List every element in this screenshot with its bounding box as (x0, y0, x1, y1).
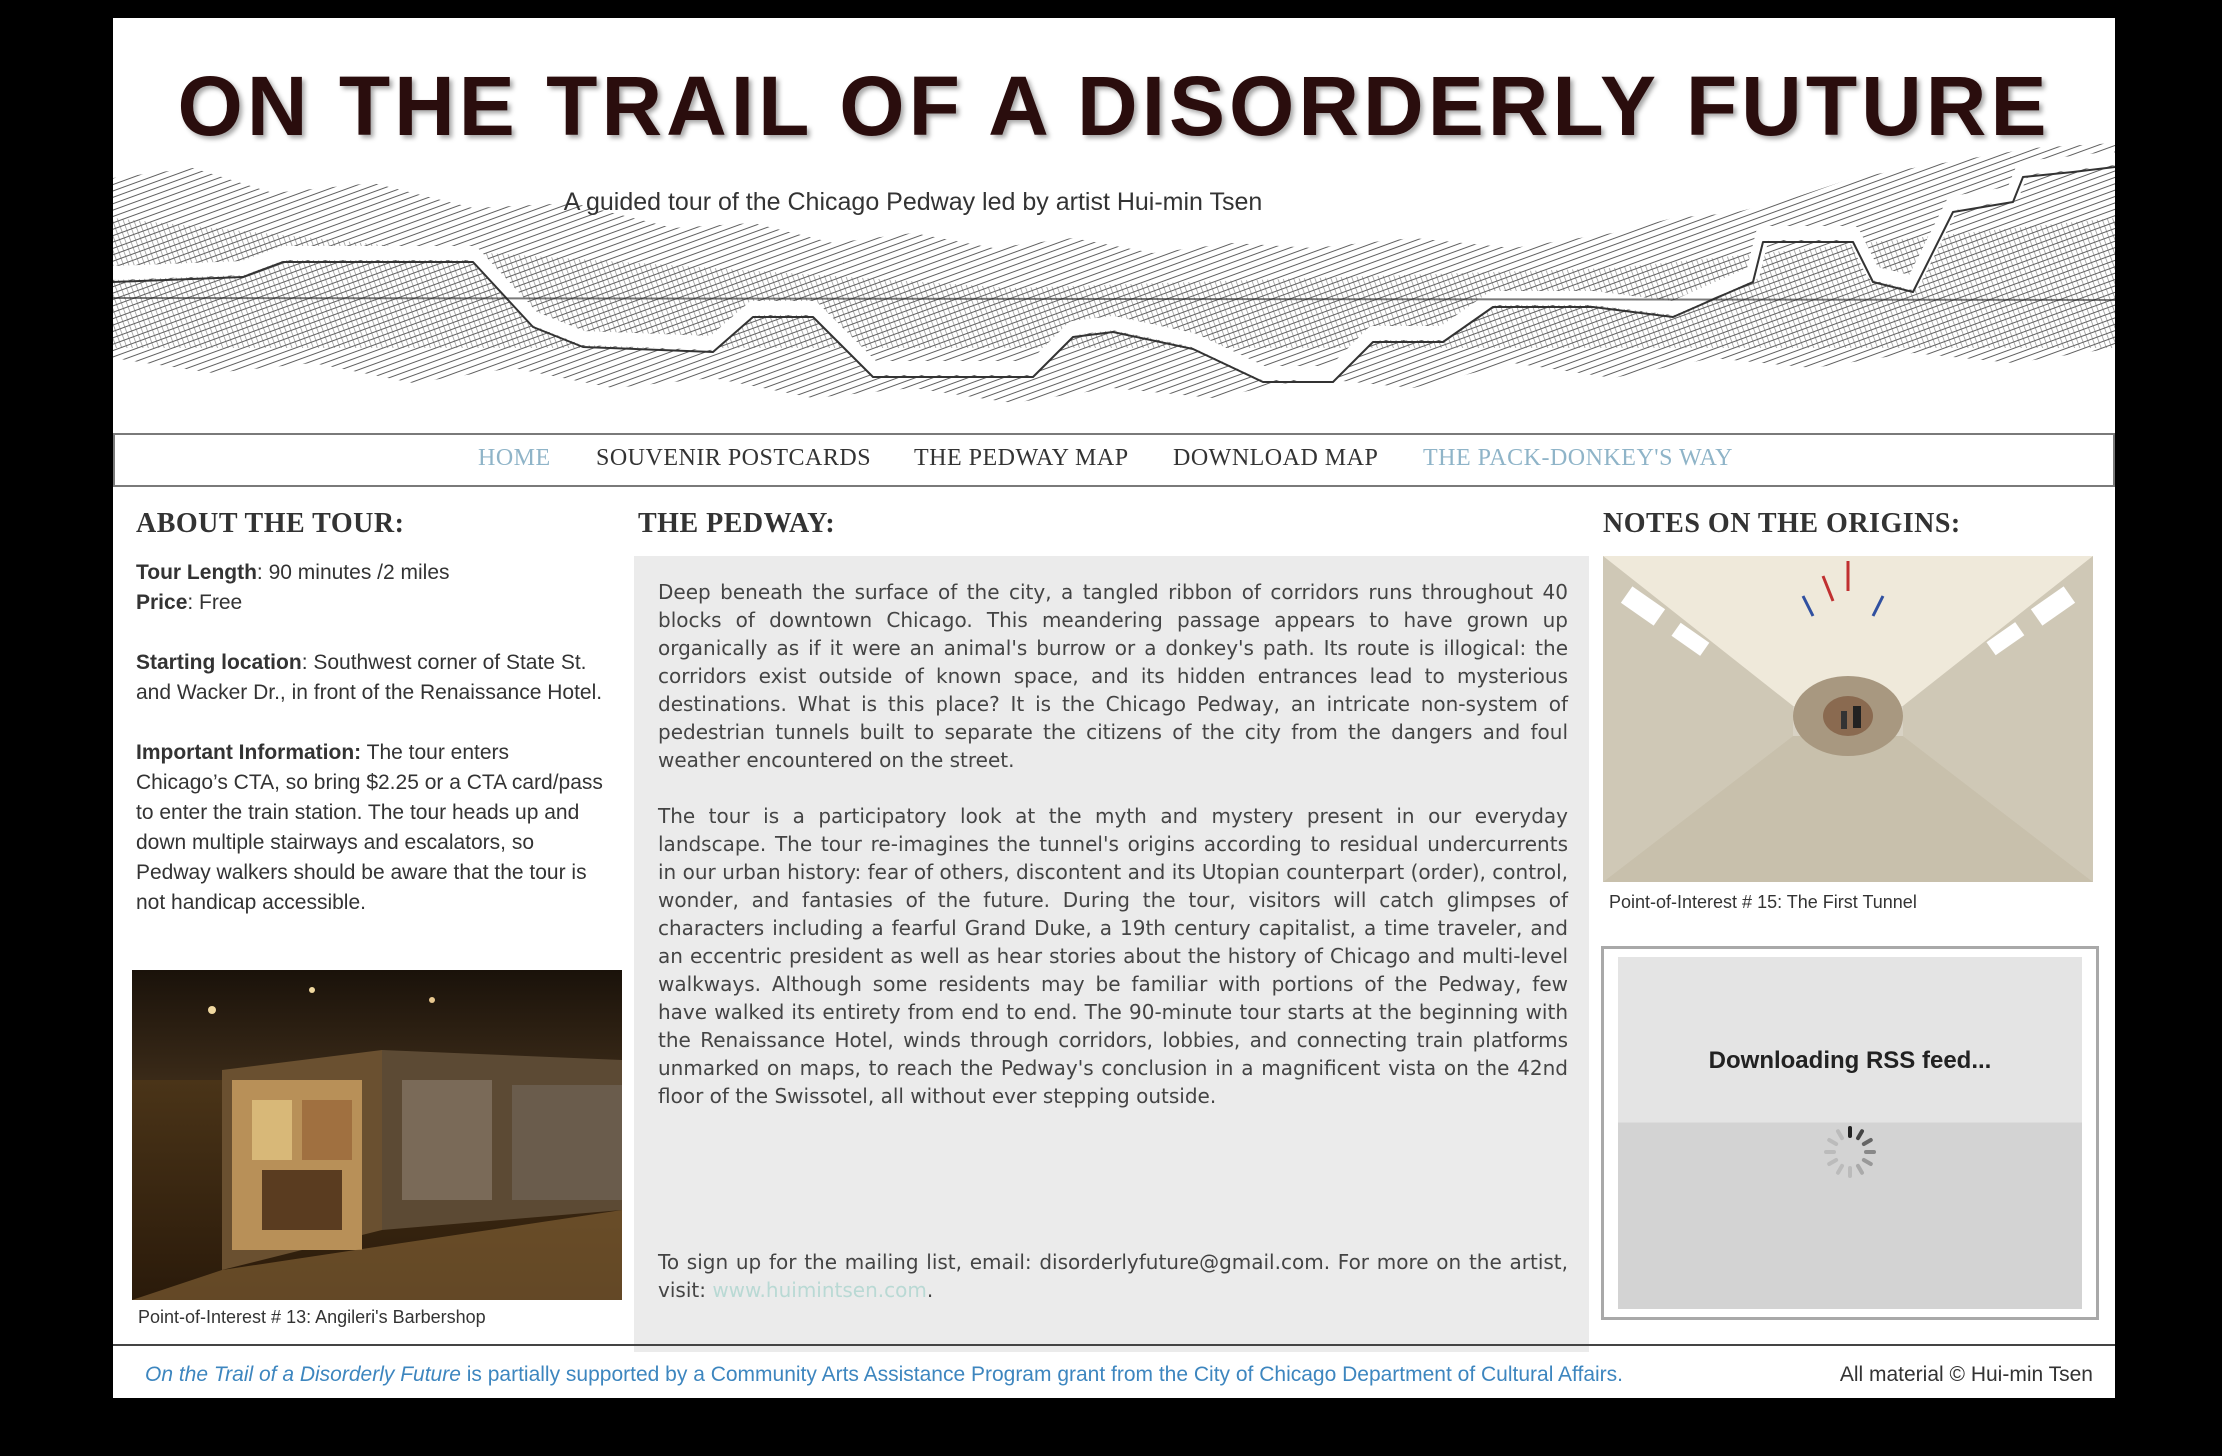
nav-pedway-map[interactable]: THE PEDWAY MAP (914, 445, 1129, 471)
about-heading: ABOUT THE TOUR: (136, 508, 405, 539)
rss-loading-text: Downloading RSS feed... (1708, 1047, 1992, 1074)
pedway-heading: THE PEDWAY: (638, 508, 836, 539)
mailing-list-signup: To sign up for the mailing list, email: disorderlyfuture@gmail.com. For more on the artist, visit: www.huimintsen.com. (658, 1250, 1568, 1302)
footer-copyright: All material © Hui-min Tsen (1839, 1363, 2093, 1386)
nav-pack-donkeys-way[interactable]: THE PACK-DONKEY'S WAY (1423, 445, 1733, 471)
pedway-description (658, 578, 1568, 1138)
site-title: ON THE TRAIL OF A DISORDERLY FUTURE (177, 59, 2051, 153)
nav-souvenir-postcards[interactable]: SOUVENIR POSTCARDS (596, 445, 872, 471)
footer-tour-title[interactable]: On the Trail of a Disorderly Future (145, 1363, 461, 1386)
important-information: Important Information: The tour enters Chicago’s CTA, so bring $2.25 or a CTA card/pass to enter the train station. The tour heads up and down multiple stairways and escalators, so Pedway walkers should be aware that the tour is not handicap accessible. (136, 741, 603, 914)
nav-download-map[interactable]: DOWNLOAD MAP (1173, 445, 1379, 471)
footer-support-link[interactable]: is partially supported by a Community Arts Assistance Program grant from the City of Chicago Department of Cultural Affairs. (460, 1363, 1624, 1386)
barbershop-caption: Point-of-Interest # 13: Angileri's Barbershop (138, 1307, 486, 1327)
about-details (136, 558, 606, 948)
main-nav (113, 433, 2115, 487)
notes-heading: NOTES ON THE ORIGINS: (1603, 508, 1961, 539)
pedway-paragraph-2: The tour is a participatory look at the myth and mystery present in our everyday landscape. The tour re-imagines the tunnel's origins according to residual undercurrents in our urban history: fear of others, discontent and its Utopian counterpart (order), control, wonder, and fantasies of the future. During the tour, visitors will catch glimpses of characters including a fearful Grand Duke, a 19th century capitalist, a time traveler, and an eccentric president as well as hear stories about the history of Chicago and multi-level walkways. Although some residents may be familiar with portions of the Pedway, few have walked its entirety from end to end. The 90-minute tour starts at the beginning with the Renaissance Hotel, winds through corridors, lobbies, and connecting train platforms unmarked on maps, to reach the Pedway's conclusion in a magnificent vista on the 42nd floor of the Swissotel, all without ever stepping outside. (658, 804, 1568, 1108)
starting-location: Starting location: Southwest corner of State St. and Wacker Dr., in front of the Renaissance Hotel. (136, 651, 603, 704)
barbershop-photo (132, 970, 622, 1300)
tunnel-photo (1603, 556, 2093, 882)
rss-feed-widget (1601, 946, 2099, 1320)
nav-home[interactable]: HOME (478, 445, 551, 471)
site-subtitle: A guided tour of the Chicago Pedway led by artist Hui-min Tsen (563, 188, 1263, 216)
footer-divider (113, 1344, 2115, 1346)
tunnel-caption: Point-of-Interest # 15: The First Tunnel (1609, 892, 1917, 912)
loading-spinner-icon (1820, 1122, 1880, 1182)
banner (113, 18, 2115, 433)
page (113, 18, 2115, 1398)
pedway-paragraph-1: Deep beneath the surface of the city, a tangled ribbon of corridors runs throughout 40 blocks of downtown Chicago. This meandering passage appears to have grown up organically as if it were an animal's burrow or a donkey's path. Its route is illogical: the corridors exist outside of known space, and its hidden entrances lead to mysterious destinations. What is this place? It is the Chicago Pedway, an intricate non-system of pedestrian tunnels built to separate the citizens of the city from the dangers and foul weather encountered on the street. (658, 580, 1568, 772)
artist-website-link[interactable]: www.huimintsen.com (712, 1278, 927, 1302)
rss-feed-panel (1618, 957, 2082, 1309)
tour-length-price: Tour Length: 90 minutes /2 miles Price: Free (136, 561, 450, 614)
footer-credit (145, 1363, 1623, 1387)
